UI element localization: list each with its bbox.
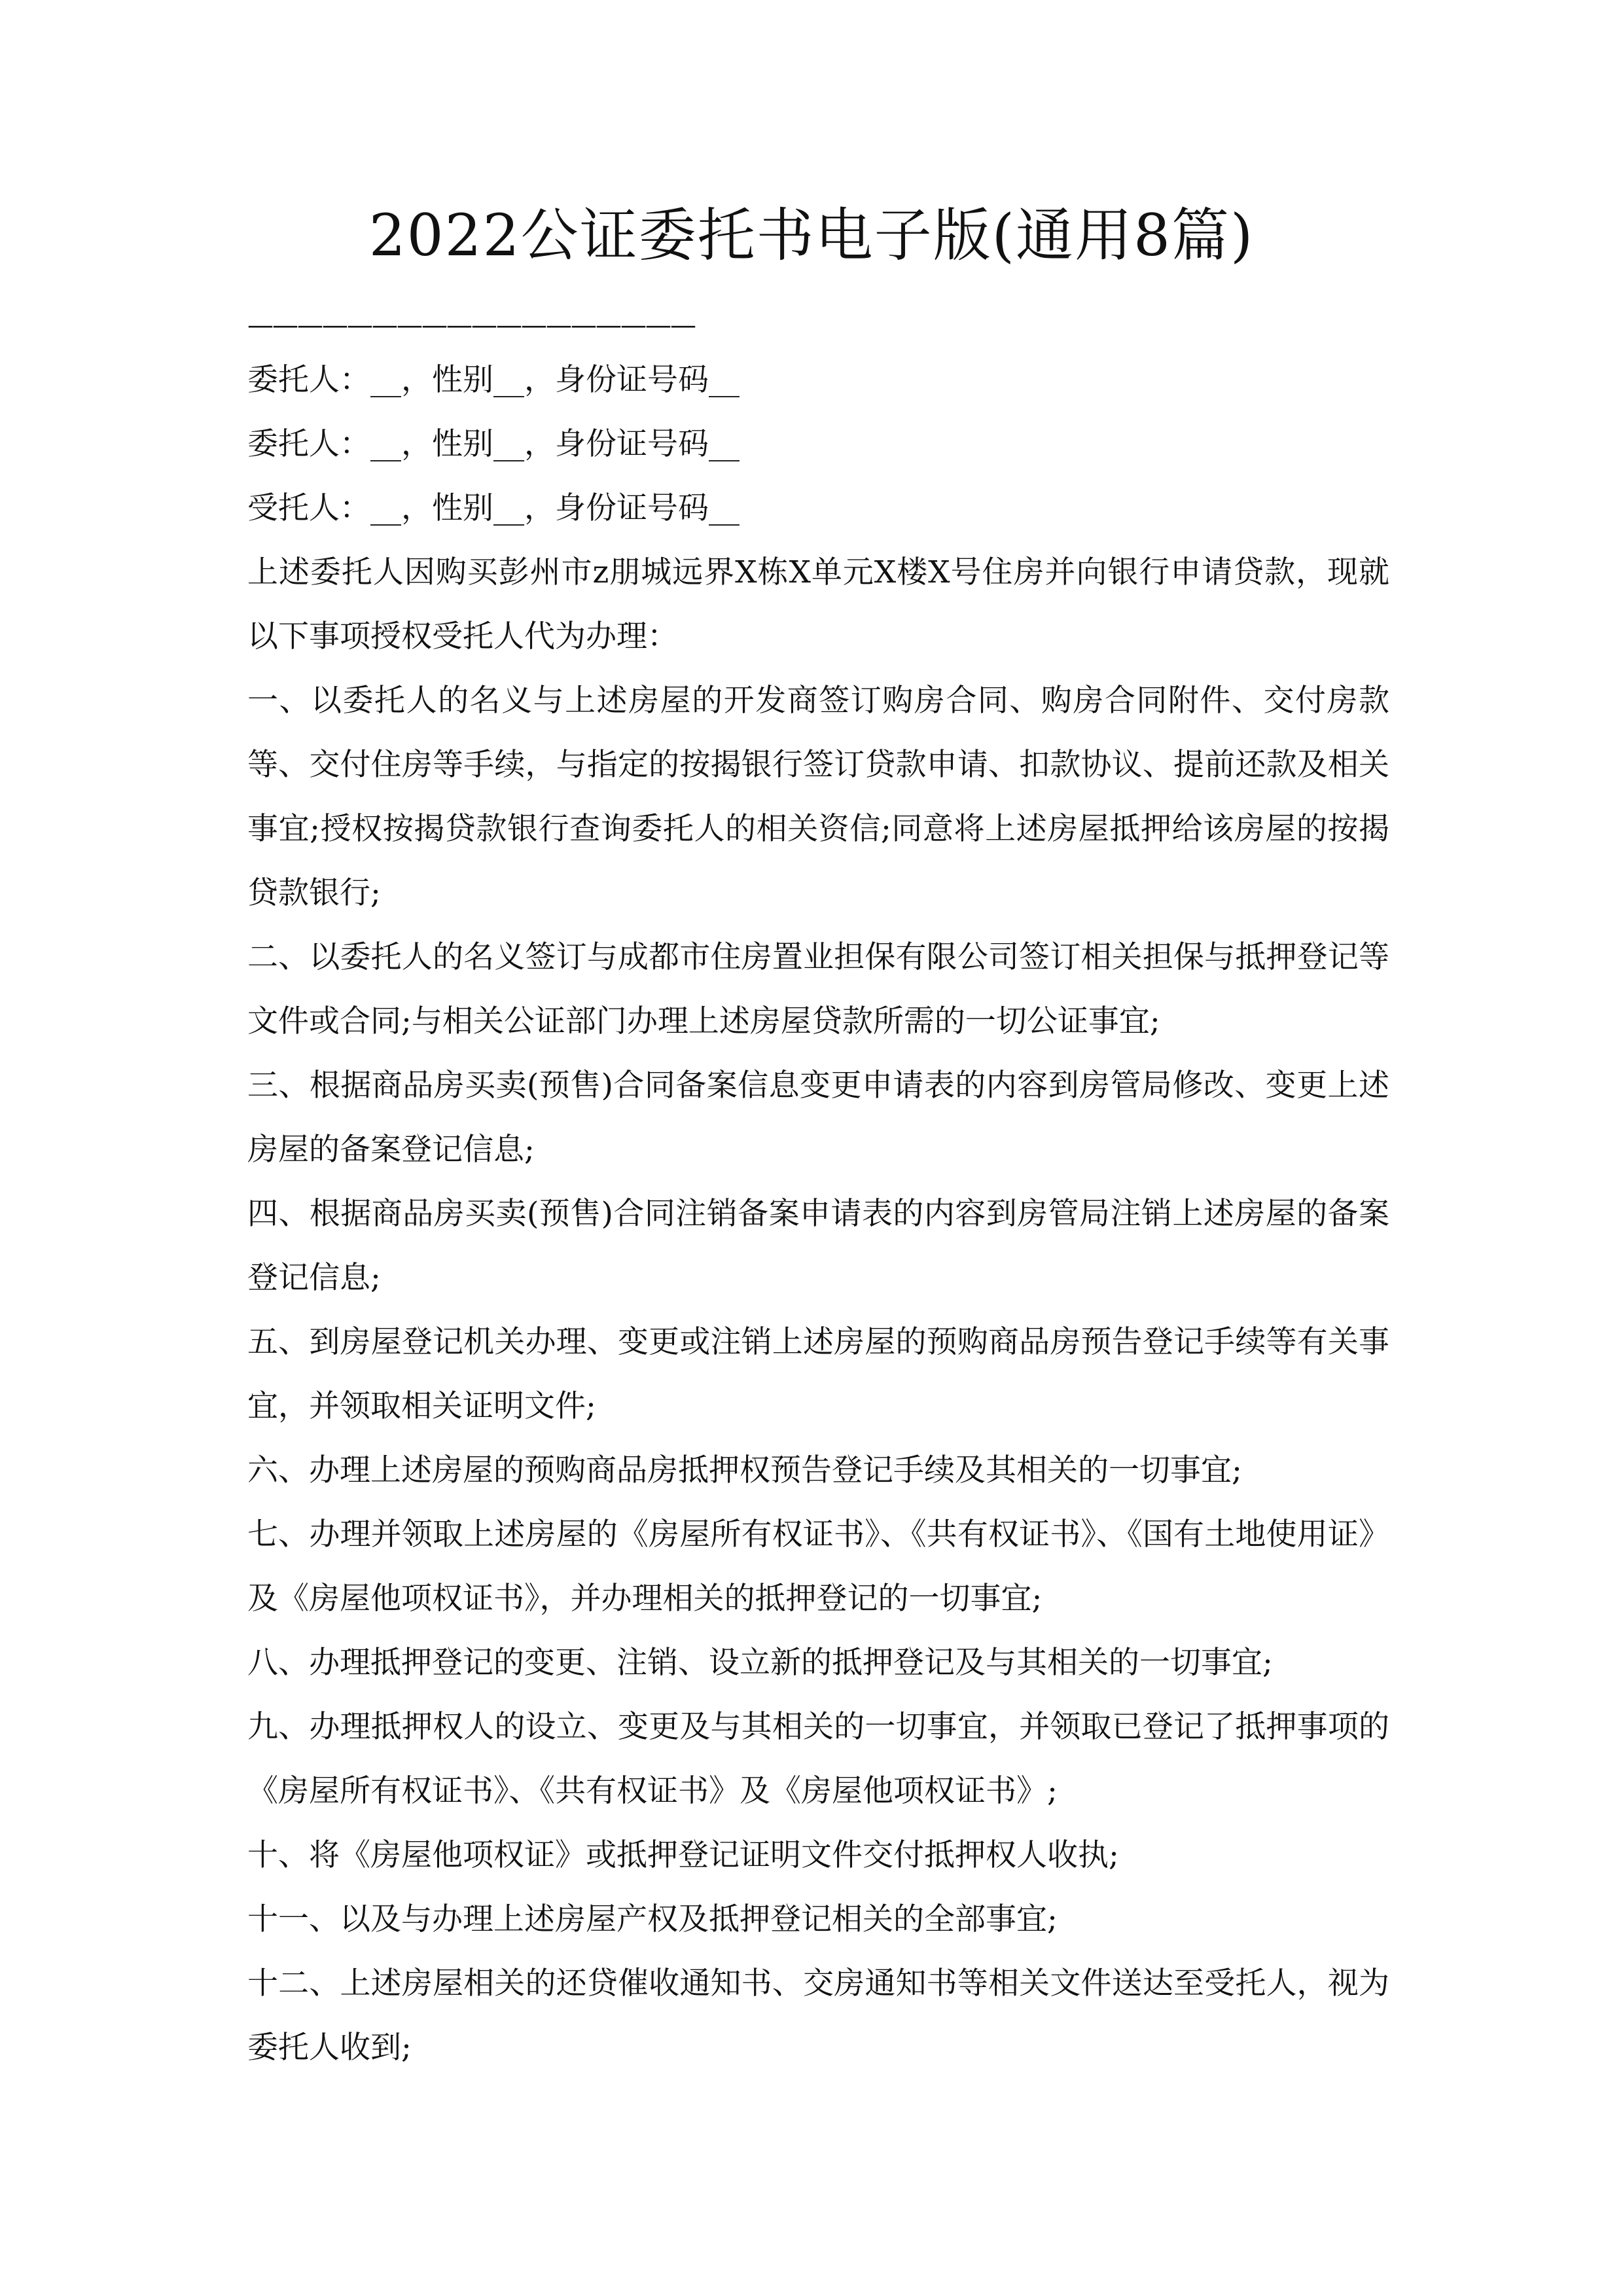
paragraph-item-12: 十二、上述房屋相关的还贷催收通知书、交房通知书等相关文件送达至受托人，视为委托人收到; bbox=[247, 1965, 1389, 2066]
paragraph-intro: 上述委托人因购买彭州市z朋城远界X栋X单元X楼X号住房并向银行申请贷款，现就以下事项授权受托人代为办理： bbox=[247, 554, 1389, 655]
paragraph-item-1: 一、以委托人的名义与上述房屋的开发商签订购房合同、购房合同附件、交付房款等、交付住房等手续，与指定的按揭银行签订贷款申请、扣款协议、提前还款及相关事宜;授权按揭贷款银行查询委托人的相关资信;同意将上述房屋抵押给该房屋的按揭贷款银行; bbox=[247, 683, 1389, 911]
document-title: 2022公证委托书电子版(通用8篇) bbox=[368, 202, 1255, 269]
paragraph-item-7: 七、办理并领取上述房屋的《房屋所有权证书》、《共有权证书》、《国有土地使用证》及《房屋他项权证书》，并办理相关的抵押登记的一切事宜; bbox=[247, 1516, 1389, 1617]
paragraph-item-8: 八、办理抵押登记的变更、注销、设立新的抵押登记及与其相关的一切事宜; bbox=[247, 1645, 1273, 1681]
paragraph-item-9: 九、办理抵押权人的设立、变更及与其相关的一切事宜，并领取已登记了抵押事项的《房屋所有权证书》、《共有权证书》及《房屋他项权证书》; bbox=[247, 1709, 1389, 1809]
paragraph-principal-2: 委托人：__，性别__，身份证号码__ bbox=[247, 426, 740, 462]
paragraph-item-11: 十一、以及与办理上述房屋产权及抵押登记相关的全部事宜; bbox=[247, 1901, 1058, 1937]
paragraph-item-2: 二、以委托人的名义签订与成都市住房置业担保有限公司签订相关担保与抵押登记等文件或合同;与相关公证部门办理上述房屋贷款所需的一切公证事宜; bbox=[247, 939, 1389, 1039]
paragraph-item-4: 四、根据商品房买卖(预售)合同注销备案申请表的内容到房管局注销上述房屋的备案登记信息; bbox=[247, 1196, 1389, 1296]
paragraph-item-5: 五、到房屋登记机关办理、变更或注销上述房屋的预购商品房预告登记手续等有关事宜，并领取相关证明文件; bbox=[247, 1324, 1389, 1424]
paragraph-agent: 受托人：__，性别__，身份证号码__ bbox=[247, 490, 740, 526]
paragraph-item-6: 六、办理上述房屋的预购商品房抵押权预告登记手续及其相关的一切事宜; bbox=[247, 1452, 1242, 1488]
title-separator: —————————————————— bbox=[247, 310, 695, 340]
paragraph-principal-1: 委托人：__，性别__，身份证号码__ bbox=[247, 362, 740, 398]
paragraph-item-10: 十、将《房屋他项权证》或抵押登记证明文件交付抵押权人收执; bbox=[247, 1837, 1119, 1873]
document-body bbox=[247, 348, 1389, 2080]
paragraph-item-3: 三、根据商品房买卖(预售)合同备案信息变更申请表的内容到房管局修改、变更上述房屋的备案登记信息; bbox=[247, 1067, 1389, 1168]
